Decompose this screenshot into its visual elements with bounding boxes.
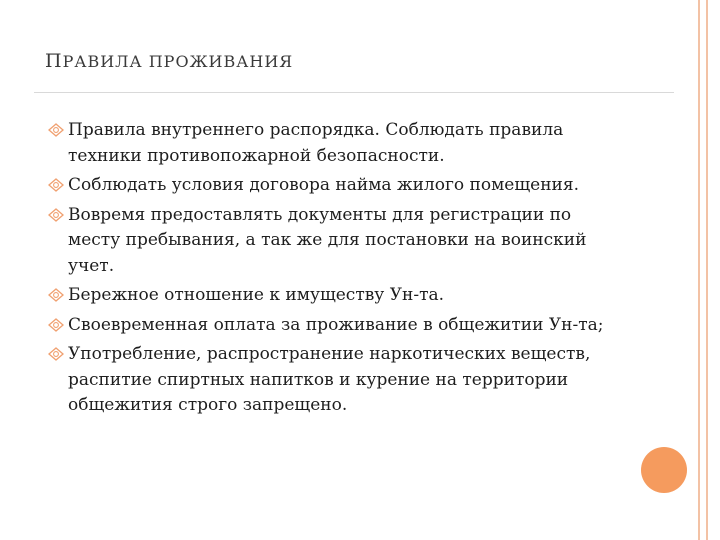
list-item xyxy=(45,283,645,309)
list-item-text: Своевременная оплата за проживание в общежитии Ун-та; xyxy=(68,314,604,335)
bullet-list xyxy=(45,118,645,423)
title-initial: П xyxy=(45,50,63,72)
title-divider xyxy=(34,92,674,93)
list-item-text: Употребление, распространение наркотических веществ, распитие спиртных напитков и курение на территории общежития строго запрещено. xyxy=(68,344,591,415)
list-item-text: Соблюдать условия договора найма жилого помещения. xyxy=(68,175,580,195)
frame-line-left xyxy=(698,0,700,540)
list-item-text: Правила внутреннего распорядка. Соблюдать правила техники противопожарной безопасности. xyxy=(68,120,564,166)
slide-title xyxy=(45,50,293,72)
diamond-swirl-icon xyxy=(45,345,67,363)
diamond-swirl-icon xyxy=(45,316,67,334)
frame-line-right xyxy=(706,0,708,540)
diamond-swirl-icon xyxy=(45,176,67,194)
list-item xyxy=(45,118,645,169)
diamond-swirl-icon xyxy=(45,206,67,224)
diamond-swirl-icon xyxy=(45,286,67,304)
title-rest: РАВИЛА ПРОЖИВАНИЯ xyxy=(62,52,294,71)
list-item-text: Вовремя предоставлять документы для регистрации по месту пребывания, а так же для постановки на воинский учет. xyxy=(68,204,587,276)
list-item xyxy=(45,203,645,280)
list-item xyxy=(45,313,645,339)
list-item xyxy=(45,173,645,199)
accent-circle xyxy=(641,447,687,493)
list-item xyxy=(45,342,645,419)
diamond-swirl-icon xyxy=(45,121,67,139)
list-item-text: Бережное отношение к имуществу Ун-та. xyxy=(68,285,445,305)
